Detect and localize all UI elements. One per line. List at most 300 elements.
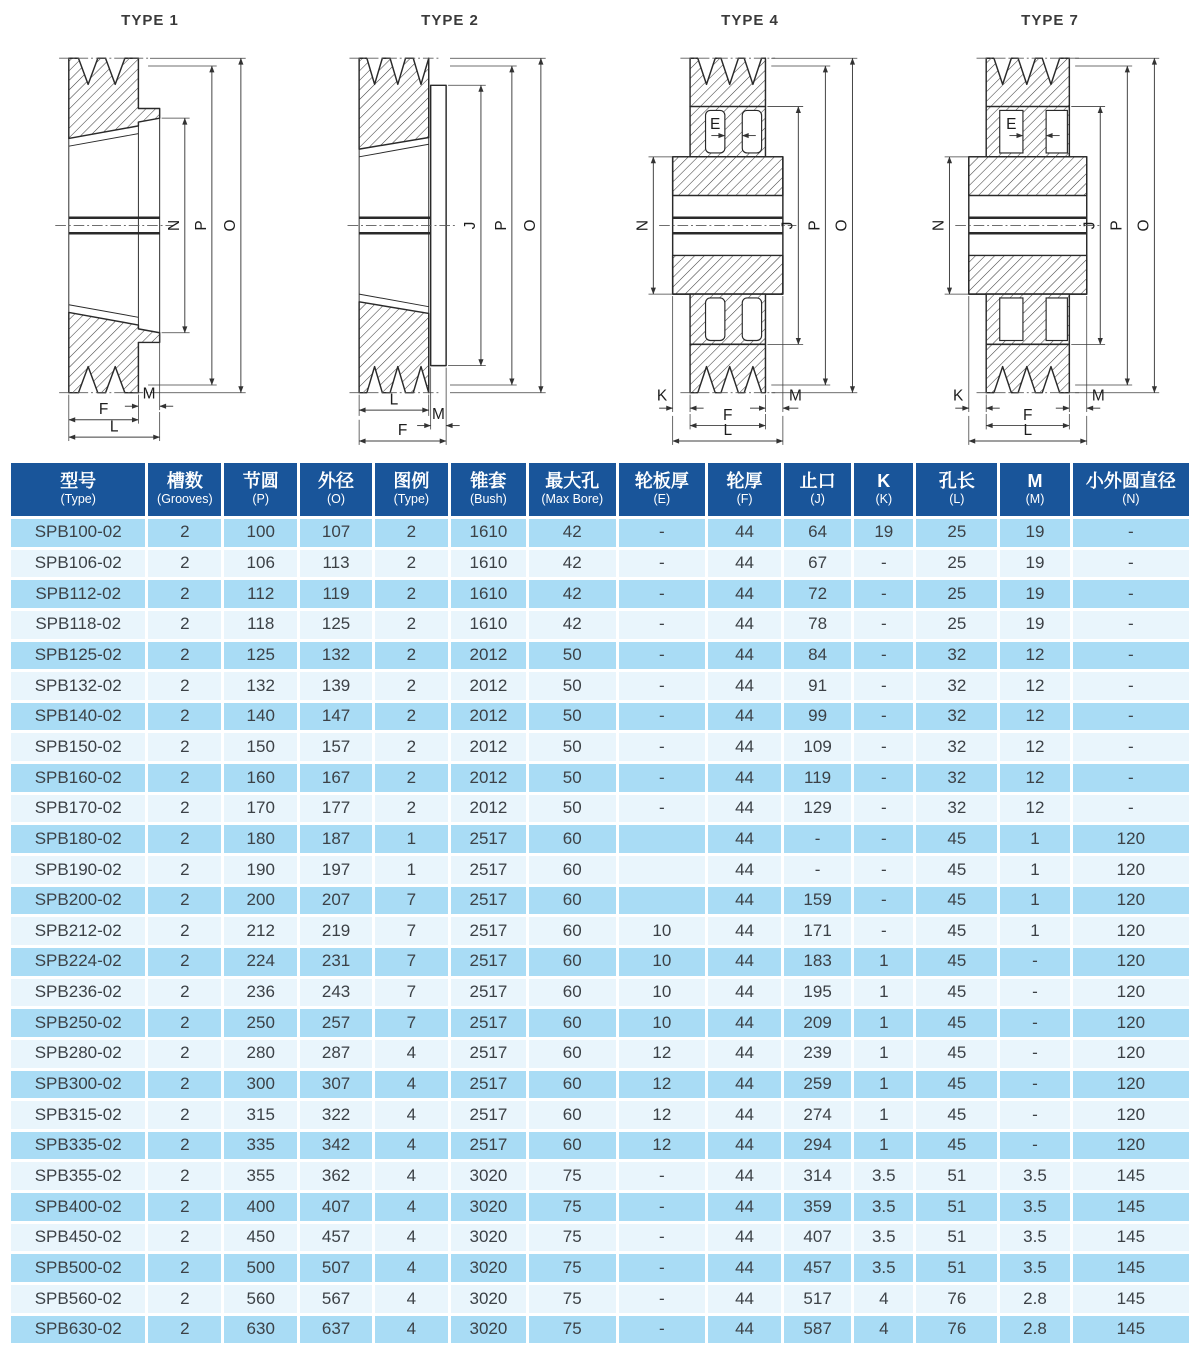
table-cell: 12 bbox=[619, 1101, 706, 1129]
table-cell: 4 bbox=[375, 1224, 448, 1252]
dim-label-o: O bbox=[1135, 219, 1153, 232]
table-cell: - bbox=[854, 733, 913, 761]
table-cell: 2 bbox=[375, 764, 448, 792]
table-cell: 2517 bbox=[451, 1040, 526, 1068]
table-cell: 10 bbox=[619, 979, 706, 1007]
table-row bbox=[11, 1224, 1189, 1252]
table-cell: 2012 bbox=[451, 642, 526, 670]
table-cell: 25 bbox=[916, 519, 997, 547]
dim-label-j: J bbox=[1081, 221, 1099, 230]
table-cell: 50 bbox=[529, 733, 616, 761]
table-cell: 1610 bbox=[451, 519, 526, 547]
table-cell: 25 bbox=[916, 611, 997, 639]
table-cell: 25 bbox=[916, 580, 997, 608]
table-cell: 145 bbox=[1073, 1285, 1189, 1313]
table-cell: 44 bbox=[708, 825, 781, 853]
table-cell: 32 bbox=[916, 733, 997, 761]
table-cell: 2 bbox=[375, 642, 448, 670]
table-cell: SPB315-02 bbox=[11, 1101, 145, 1129]
table-cell: 10 bbox=[619, 948, 706, 976]
table-cell: 257 bbox=[300, 1009, 372, 1037]
table-cell: 2 bbox=[148, 1316, 221, 1344]
column-header: 节圆 (P) bbox=[224, 463, 297, 516]
table-cell: 84 bbox=[784, 642, 851, 670]
table-cell: 150 bbox=[224, 733, 297, 761]
table-cell: 190 bbox=[224, 856, 297, 884]
table-cell: 44 bbox=[708, 611, 781, 639]
table-cell: 125 bbox=[300, 611, 372, 639]
table-cell: 76 bbox=[916, 1285, 997, 1313]
table-cell: 294 bbox=[784, 1132, 851, 1160]
table-cell: 407 bbox=[300, 1193, 372, 1221]
table-cell: 2 bbox=[375, 733, 448, 761]
table-cell: 1 bbox=[854, 1071, 913, 1099]
table-cell: 45 bbox=[916, 917, 997, 945]
table-cell: - bbox=[784, 856, 851, 884]
table-cell: 44 bbox=[708, 1193, 781, 1221]
table-cell: 7 bbox=[375, 948, 448, 976]
table-cell: - bbox=[619, 580, 706, 608]
table-cell: 60 bbox=[529, 917, 616, 945]
table-cell: 219 bbox=[300, 917, 372, 945]
table-cell: 2 bbox=[148, 917, 221, 945]
table-cell: 60 bbox=[529, 1071, 616, 1099]
dim-label-p: P bbox=[193, 220, 211, 231]
column-header: 轮厚 (F) bbox=[708, 463, 781, 516]
table-cell: 75 bbox=[529, 1285, 616, 1313]
dim-label-n: N bbox=[166, 219, 184, 232]
table-cell: - bbox=[619, 611, 706, 639]
table-cell: 44 bbox=[708, 948, 781, 976]
table-cell: 44 bbox=[708, 1009, 781, 1037]
table-row bbox=[11, 887, 1189, 915]
column-header: 轮板厚 (E) bbox=[619, 463, 706, 516]
table-cell bbox=[619, 856, 706, 884]
table-cell: 1 bbox=[1000, 887, 1069, 915]
table-cell: 587 bbox=[784, 1316, 851, 1344]
table-cell: 2 bbox=[148, 795, 221, 823]
table-cell: 250 bbox=[224, 1009, 297, 1037]
table-cell: 160 bbox=[224, 764, 297, 792]
table-cell: 60 bbox=[529, 948, 616, 976]
table-cell: 236 bbox=[224, 979, 297, 1007]
column-header: K (K) bbox=[854, 463, 913, 516]
table-cell: 51 bbox=[916, 1162, 997, 1190]
table-cell: 450 bbox=[224, 1224, 297, 1252]
table-cell: 2 bbox=[148, 703, 221, 731]
table-cell: 44 bbox=[708, 642, 781, 670]
table-cell: 2 bbox=[375, 672, 448, 700]
table-cell: - bbox=[1000, 1009, 1069, 1037]
table-cell: 119 bbox=[784, 764, 851, 792]
table-cell: 2 bbox=[148, 948, 221, 976]
table-cell: SPB118-02 bbox=[11, 611, 145, 639]
table-cell: SPB125-02 bbox=[11, 642, 145, 670]
table-cell: - bbox=[854, 795, 913, 823]
table-cell: 243 bbox=[300, 979, 372, 1007]
table-row bbox=[11, 580, 1189, 608]
table-cell: - bbox=[1073, 703, 1189, 731]
table-cell: 335 bbox=[224, 1132, 297, 1160]
table-cell: 120 bbox=[1073, 856, 1189, 884]
table-cell: 4 bbox=[375, 1071, 448, 1099]
dim-label-p: P bbox=[806, 220, 824, 231]
table-cell: 3.5 bbox=[854, 1162, 913, 1190]
table-cell: - bbox=[619, 1316, 706, 1344]
table-cell: 76 bbox=[916, 1316, 997, 1344]
table-cell: 2517 bbox=[451, 1132, 526, 1160]
table-cell: 44 bbox=[708, 1040, 781, 1068]
dim-label-l: L bbox=[389, 391, 399, 409]
table-cell: - bbox=[619, 795, 706, 823]
table-cell: 44 bbox=[708, 856, 781, 884]
table-row bbox=[11, 795, 1189, 823]
table-cell: 50 bbox=[529, 703, 616, 731]
table-cell: 44 bbox=[708, 1285, 781, 1313]
table-cell: - bbox=[854, 580, 913, 608]
table-cell: - bbox=[619, 1193, 706, 1221]
table-cell: - bbox=[784, 825, 851, 853]
table-cell: 2 bbox=[375, 519, 448, 547]
table-cell: 157 bbox=[300, 733, 372, 761]
table-cell: 12 bbox=[1000, 703, 1069, 731]
table-cell: 120 bbox=[1073, 948, 1189, 976]
table-cell: 4 bbox=[375, 1316, 448, 1344]
table-cell: 44 bbox=[708, 1316, 781, 1344]
table-cell: 187 bbox=[300, 825, 372, 853]
table-cell: 75 bbox=[529, 1254, 616, 1282]
table-cell: 2517 bbox=[451, 1009, 526, 1037]
table-cell: 129 bbox=[784, 795, 851, 823]
table-cell: 32 bbox=[916, 795, 997, 823]
table-cell: SPB100-02 bbox=[11, 519, 145, 547]
table-cell: 2 bbox=[375, 795, 448, 823]
table-cell: 60 bbox=[529, 1132, 616, 1160]
table-cell: 637 bbox=[300, 1316, 372, 1344]
table-cell: 2012 bbox=[451, 764, 526, 792]
table-cell: 4 bbox=[375, 1193, 448, 1221]
table-cell: 4 bbox=[375, 1040, 448, 1068]
table-cell: 44 bbox=[708, 795, 781, 823]
table-cell: 3.5 bbox=[854, 1193, 913, 1221]
diagram-title: TYPE 2 bbox=[421, 12, 479, 29]
table-cell: 1610 bbox=[451, 550, 526, 578]
table-cell: 106 bbox=[224, 550, 297, 578]
column-header: 外径 (O) bbox=[300, 463, 372, 516]
table-cell: 2517 bbox=[451, 917, 526, 945]
table-cell: 19 bbox=[1000, 519, 1069, 547]
table-cell: - bbox=[854, 550, 913, 578]
table-cell: - bbox=[854, 703, 913, 731]
table-cell: 212 bbox=[224, 917, 297, 945]
pulley-body bbox=[659, 58, 796, 392]
table-cell: 12 bbox=[619, 1132, 706, 1160]
table-cell: 2517 bbox=[451, 979, 526, 1007]
table-cell: - bbox=[619, 519, 706, 547]
table-cell: 3.5 bbox=[1000, 1224, 1069, 1252]
table-cell: 42 bbox=[529, 550, 616, 578]
table-cell: 314 bbox=[784, 1162, 851, 1190]
table-cell: 177 bbox=[300, 795, 372, 823]
table-cell: 12 bbox=[619, 1040, 706, 1068]
table-cell: - bbox=[619, 1254, 706, 1282]
table-cell: 45 bbox=[916, 856, 997, 884]
table-cell: SPB300-02 bbox=[11, 1071, 145, 1099]
table-cell: 2 bbox=[148, 887, 221, 915]
table-cell: 2012 bbox=[451, 703, 526, 731]
diagram-type7 bbox=[900, 10, 1200, 458]
table-cell: 2 bbox=[148, 1071, 221, 1099]
table-cell: 44 bbox=[708, 1254, 781, 1282]
table-cell: 2 bbox=[148, 1285, 221, 1313]
table-cell: 239 bbox=[784, 1040, 851, 1068]
table-cell: - bbox=[619, 1224, 706, 1252]
table-cell: 1 bbox=[1000, 856, 1069, 884]
table-cell: 2 bbox=[148, 580, 221, 608]
table-cell: SPB450-02 bbox=[11, 1224, 145, 1252]
diagram-type2 bbox=[300, 10, 600, 458]
table-cell: - bbox=[1000, 948, 1069, 976]
table-cell bbox=[619, 825, 706, 853]
table-cell: 170 bbox=[224, 795, 297, 823]
table-cell: 457 bbox=[784, 1254, 851, 1282]
column-header: 小外圆直径 (N) bbox=[1073, 463, 1189, 516]
table-cell: 315 bbox=[224, 1101, 297, 1129]
table-cell: 630 bbox=[224, 1316, 297, 1344]
table-cell: 60 bbox=[529, 979, 616, 1007]
table-cell: 4 bbox=[854, 1285, 913, 1313]
table-cell: - bbox=[1073, 519, 1189, 547]
spec-table bbox=[8, 460, 1192, 1346]
table-cell: 120 bbox=[1073, 1040, 1189, 1068]
table-row bbox=[11, 825, 1189, 853]
table-row bbox=[11, 733, 1189, 761]
column-header: 锥套 (Bush) bbox=[451, 463, 526, 516]
table-cell: 1 bbox=[854, 1101, 913, 1129]
table-cell: 2012 bbox=[451, 672, 526, 700]
spec-table-head bbox=[11, 463, 1189, 516]
table-row bbox=[11, 1254, 1189, 1282]
table-cell: 145 bbox=[1073, 1162, 1189, 1190]
table-cell: 2 bbox=[148, 672, 221, 700]
table-cell: 3.5 bbox=[1000, 1254, 1069, 1282]
table-cell: 109 bbox=[784, 733, 851, 761]
table-cell: 2012 bbox=[451, 733, 526, 761]
table-cell: 44 bbox=[708, 1224, 781, 1252]
table-cell: SPB236-02 bbox=[11, 979, 145, 1007]
dim-label-n: N bbox=[634, 219, 652, 232]
dim-label-o: O bbox=[833, 219, 851, 232]
table-cell: 75 bbox=[529, 1316, 616, 1344]
table-row bbox=[11, 1193, 1189, 1221]
table-cell: 42 bbox=[529, 519, 616, 547]
table-cell: 307 bbox=[300, 1071, 372, 1099]
table-cell: 120 bbox=[1073, 1101, 1189, 1129]
dim-label-e: E bbox=[1006, 115, 1017, 133]
table-cell: SPB140-02 bbox=[11, 703, 145, 731]
table-row bbox=[11, 672, 1189, 700]
table-cell: 44 bbox=[708, 703, 781, 731]
table-cell: 19 bbox=[1000, 580, 1069, 608]
table-cell: - bbox=[619, 703, 706, 731]
table-cell: 209 bbox=[784, 1009, 851, 1037]
table-cell: 45 bbox=[916, 887, 997, 915]
table-cell: - bbox=[854, 764, 913, 792]
table-cell: 322 bbox=[300, 1101, 372, 1129]
table-cell: SPB224-02 bbox=[11, 948, 145, 976]
table-cell: 2 bbox=[148, 1193, 221, 1221]
table-cell: 45 bbox=[916, 979, 997, 1007]
table-cell: 195 bbox=[784, 979, 851, 1007]
table-cell: 4 bbox=[375, 1101, 448, 1129]
table-cell: 4 bbox=[375, 1254, 448, 1282]
table-cell: 45 bbox=[916, 1101, 997, 1129]
column-header: 槽数 (Grooves) bbox=[148, 463, 221, 516]
table-cell: SPB400-02 bbox=[11, 1193, 145, 1221]
table-cell: 25 bbox=[916, 550, 997, 578]
table-cell: - bbox=[1073, 733, 1189, 761]
table-row bbox=[11, 979, 1189, 1007]
table-cell: SPB170-02 bbox=[11, 795, 145, 823]
dim-label-m: M bbox=[788, 387, 802, 405]
table-cell: - bbox=[1000, 979, 1069, 1007]
table-cell: 45 bbox=[916, 825, 997, 853]
table-cell: - bbox=[854, 856, 913, 884]
table-cell: 60 bbox=[529, 1040, 616, 1068]
table-cell: 44 bbox=[708, 1101, 781, 1129]
table-cell: 359 bbox=[784, 1193, 851, 1221]
table-row bbox=[11, 1040, 1189, 1068]
dim-label-k: K bbox=[953, 387, 964, 405]
table-cell: 45 bbox=[916, 1071, 997, 1099]
table-cell: 19 bbox=[1000, 550, 1069, 578]
column-header: 图例 (Type) bbox=[375, 463, 448, 516]
table-cell: - bbox=[619, 764, 706, 792]
pulley-cross-section-type2-drawing bbox=[305, 29, 595, 449]
table-cell: 3020 bbox=[451, 1162, 526, 1190]
table-cell: 100 bbox=[224, 519, 297, 547]
table-cell: 500 bbox=[224, 1254, 297, 1282]
column-header: 孔长 (L) bbox=[916, 463, 997, 516]
pulley-cross-section-type1-drawing bbox=[5, 29, 295, 449]
table-cell: - bbox=[1073, 672, 1189, 700]
table-cell: 119 bbox=[300, 580, 372, 608]
table-cell: 60 bbox=[529, 887, 616, 915]
table-row bbox=[11, 1285, 1189, 1313]
table-cell: 2 bbox=[148, 1162, 221, 1190]
table-cell: 3020 bbox=[451, 1254, 526, 1282]
table-cell: 44 bbox=[708, 1132, 781, 1160]
dim-label-k: K bbox=[656, 387, 668, 405]
table-cell: 44 bbox=[708, 1162, 781, 1190]
table-cell: 140 bbox=[224, 703, 297, 731]
table-cell: - bbox=[1000, 1040, 1069, 1068]
table-row bbox=[11, 1009, 1189, 1037]
table-cell: - bbox=[1073, 550, 1189, 578]
table-cell: 75 bbox=[529, 1162, 616, 1190]
pulley-body bbox=[55, 58, 173, 392]
table-cell: - bbox=[854, 917, 913, 945]
table-cell: - bbox=[1073, 580, 1189, 608]
table-cell: 3.5 bbox=[854, 1224, 913, 1252]
dim-label-p: P bbox=[493, 220, 511, 231]
table-cell: - bbox=[1000, 1132, 1069, 1160]
table-cell: 2 bbox=[148, 1101, 221, 1129]
table-cell: 45 bbox=[916, 1132, 997, 1160]
table-cell: 2 bbox=[148, 1224, 221, 1252]
column-header: 型号 (Type) bbox=[11, 463, 145, 516]
table-cell: 407 bbox=[784, 1224, 851, 1252]
table-cell: 91 bbox=[784, 672, 851, 700]
table-cell: 42 bbox=[529, 611, 616, 639]
table-cell: 159 bbox=[784, 887, 851, 915]
table-cell: 32 bbox=[916, 703, 997, 731]
dim-label-l: L bbox=[723, 422, 733, 440]
table-cell: 60 bbox=[529, 825, 616, 853]
table-cell: 280 bbox=[224, 1040, 297, 1068]
table-cell: 400 bbox=[224, 1193, 297, 1221]
dim-label-f: F bbox=[723, 406, 733, 424]
table-cell: 2 bbox=[148, 642, 221, 670]
table-cell: SPB335-02 bbox=[11, 1132, 145, 1160]
table-cell: 207 bbox=[300, 887, 372, 915]
table-row bbox=[11, 550, 1189, 578]
table-cell: 12 bbox=[1000, 733, 1069, 761]
table-cell: 2.8 bbox=[1000, 1285, 1069, 1313]
table-row bbox=[11, 1162, 1189, 1190]
table-cell: 3020 bbox=[451, 1285, 526, 1313]
table-cell: 342 bbox=[300, 1132, 372, 1160]
table-cell: - bbox=[854, 611, 913, 639]
table-cell: 51 bbox=[916, 1224, 997, 1252]
table-cell: 120 bbox=[1073, 825, 1189, 853]
table-cell: 355 bbox=[224, 1162, 297, 1190]
table-cell: 125 bbox=[224, 642, 297, 670]
table-cell: - bbox=[619, 642, 706, 670]
table-cell: 2 bbox=[148, 519, 221, 547]
table-cell: 12 bbox=[619, 1071, 706, 1099]
table-cell: 45 bbox=[916, 1009, 997, 1037]
table-cell: 3.5 bbox=[1000, 1162, 1069, 1190]
table-cell: - bbox=[1073, 642, 1189, 670]
spec-table-body bbox=[11, 519, 1189, 1343]
dim-label-l: L bbox=[109, 418, 119, 436]
table-cell: 180 bbox=[224, 825, 297, 853]
table-cell: 7 bbox=[375, 1009, 448, 1037]
table-cell: 44 bbox=[708, 764, 781, 792]
table-cell: - bbox=[854, 642, 913, 670]
table-cell: 457 bbox=[300, 1224, 372, 1252]
table-cell: 274 bbox=[784, 1101, 851, 1129]
table-cell: 120 bbox=[1073, 887, 1189, 915]
column-header: 最大孔 (Max Bore) bbox=[529, 463, 616, 516]
table-cell: - bbox=[1073, 611, 1189, 639]
table-cell: 300 bbox=[224, 1071, 297, 1099]
table-row bbox=[11, 611, 1189, 639]
table-cell: 145 bbox=[1073, 1316, 1189, 1344]
dim-label-j: J bbox=[462, 221, 480, 230]
table-cell: 50 bbox=[529, 764, 616, 792]
table-cell: 120 bbox=[1073, 1009, 1189, 1037]
table-cell: 560 bbox=[224, 1285, 297, 1313]
table-cell: 2 bbox=[375, 550, 448, 578]
dim-label-m: M bbox=[431, 405, 445, 423]
diagram-type1 bbox=[0, 10, 300, 458]
table-cell: SPB150-02 bbox=[11, 733, 145, 761]
table-cell: 2 bbox=[375, 580, 448, 608]
table-cell: 287 bbox=[300, 1040, 372, 1068]
table-cell: 4 bbox=[375, 1162, 448, 1190]
